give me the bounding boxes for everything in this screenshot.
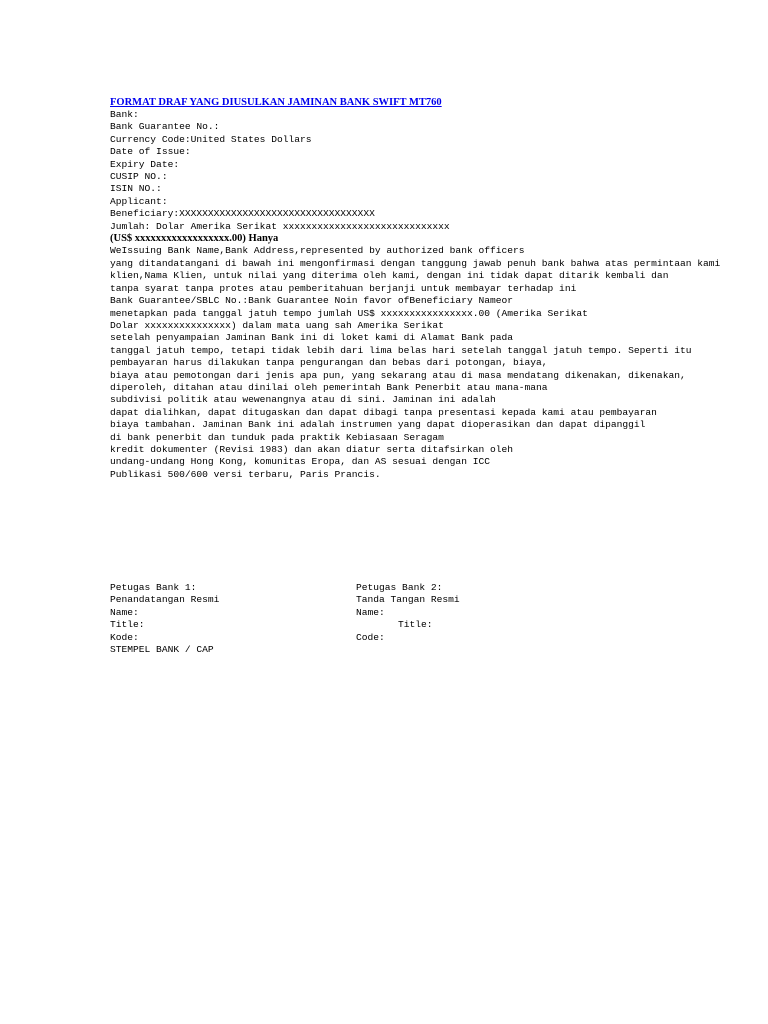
signature-row-name [110,607,630,619]
amount-line: (US$ xxxxxxxxxxxxxxxxxx.00) Hanya [110,233,279,245]
body-line: setelah penyampaian Jaminan Bank ini di loket kami di Alamat Bank pada [110,332,514,344]
field-bank: Bank: [110,109,139,120]
guarantee-document [110,96,765,481]
officer-1-title: Title: [110,619,145,631]
body-line: yang ditandatangani di bawah ini mengonfirmasi dengan tanggung jawab penuh bank bahwa atas permintaan kami [110,257,721,269]
body-line: kredit dokumenter (Revisi 1983) dan akan diatur serta ditafsirkan oleh [110,443,514,455]
officer-1-heading: Petugas Bank 1: [110,582,197,593]
officer-2-role: Tanda Tangan Resmi [356,594,460,606]
body-line: biaya tambahan. Jaminan Bank ini adalah instrumen yang dapat dioperasikan dan dapat dipanggil [110,419,646,431]
officer-1-role: Penandatangan Resmi [110,594,220,606]
officer-1-name: Name: [110,606,139,618]
officer-2-name: Name: [356,606,385,618]
body-line: klien,Nama Klien, untuk nilai yang diterima oleh kami, dengan ini tidak dapat ditarik kembali dan [110,270,669,282]
field-cusip-no: CUSIP NO.: [110,171,168,183]
body-line: WeIssuing Bank Name,Bank Address,represented by authorized bank officers [110,245,525,257]
body-line: Publikasi 500/600 versi terbaru, Paris Prancis. [110,468,381,480]
officer-1-code: Kode: [110,631,139,643]
field-amount: Jumlah: Dolar Amerika Serikat xxxxxxxxxxxxxxxxxxxxxxxxxxxxx [110,220,450,232]
signature-row-stamp [110,644,630,656]
field-guarantee-no: Bank Guarantee No.: [110,121,220,133]
field-expiry-date: Expiry Date: [110,158,180,170]
signature-block [110,582,630,656]
body-line: dapat dialihkan, dapat ditugaskan dan dapat dibagi tanpa presentasi kepada kami atau pembayaran [110,406,657,418]
field-applicant: Applicant: [110,195,168,207]
officer-2-title: Title: [398,619,433,631]
signature-row-code [110,632,630,644]
body-line: tanpa syarat tanpa protes atau pemberitahuan berjanji untuk membayar terhadap ini [110,282,577,294]
body-line: di bank penerbit dan tunduk pada praktik Kebiasaan Seragam [110,431,444,443]
body-line: menetapkan pada tanggal jatuh tempo jumlah US$ xxxxxxxxxxxxxxxx.00 (Amerika Serikat [110,307,588,319]
body-line: Bank Guarantee/SBLC No.:Bank Guarantee Noin favor ofBeneficiary Nameor [110,295,514,307]
field-beneficiary: Beneficiary:XXXXXXXXXXXXXXXXXXXXXXXXXXXXXXXXXX [110,208,375,220]
officer-2-code: Code: [356,631,385,643]
signature-row-heading [110,582,630,594]
document-title-link[interactable]: FORMAT DRAF YANG DIUSULKAN JAMINAN BANK SWIFT MT760 [110,97,442,108]
field-currency-code: Currency Code:United States Dollars [110,133,312,145]
body-line: subdivisi politik atau wewenangnya atau di sini. Jaminan ini adalah [110,394,496,406]
field-date-of-issue: Date of Issue: [110,146,191,158]
field-isin-no: ISIN NO.: [110,183,162,195]
signature-row-title [110,619,630,631]
body-line: biaya atau pemotongan dari jenis apa pun, yang sekarang atau di masa mendatang dikenakan, dikenakan, [110,369,686,381]
bank-stamp-label: STEMPEL BANK / CAP [110,643,214,655]
header-fields [110,109,765,233]
body-line: tanggal jatuh tempo, tetapi tidak lebih dari lima belas hari setelah tanggal jatuh tempo. Seperti itu [110,344,692,356]
signature-row-role [110,594,630,606]
officer-2-heading: Petugas Bank 2: [356,582,443,593]
body-text [110,245,765,481]
body-line: Dolar xxxxxxxxxxxxxxx) dalam mata uang sah Amerika Serikat [110,319,444,331]
body-line: diperoleh, ditahan atau dinilai oleh pemerintah Bank Penerbit atau mana-mana [110,381,548,393]
body-line: pembayaran harus dilakukan tanpa pengurangan dan bebas dari potongan, biaya, [110,357,548,369]
body-line: undang-undang Hong Kong, komunitas Eropa, dan AS sesuai dengan ICC [110,456,490,468]
